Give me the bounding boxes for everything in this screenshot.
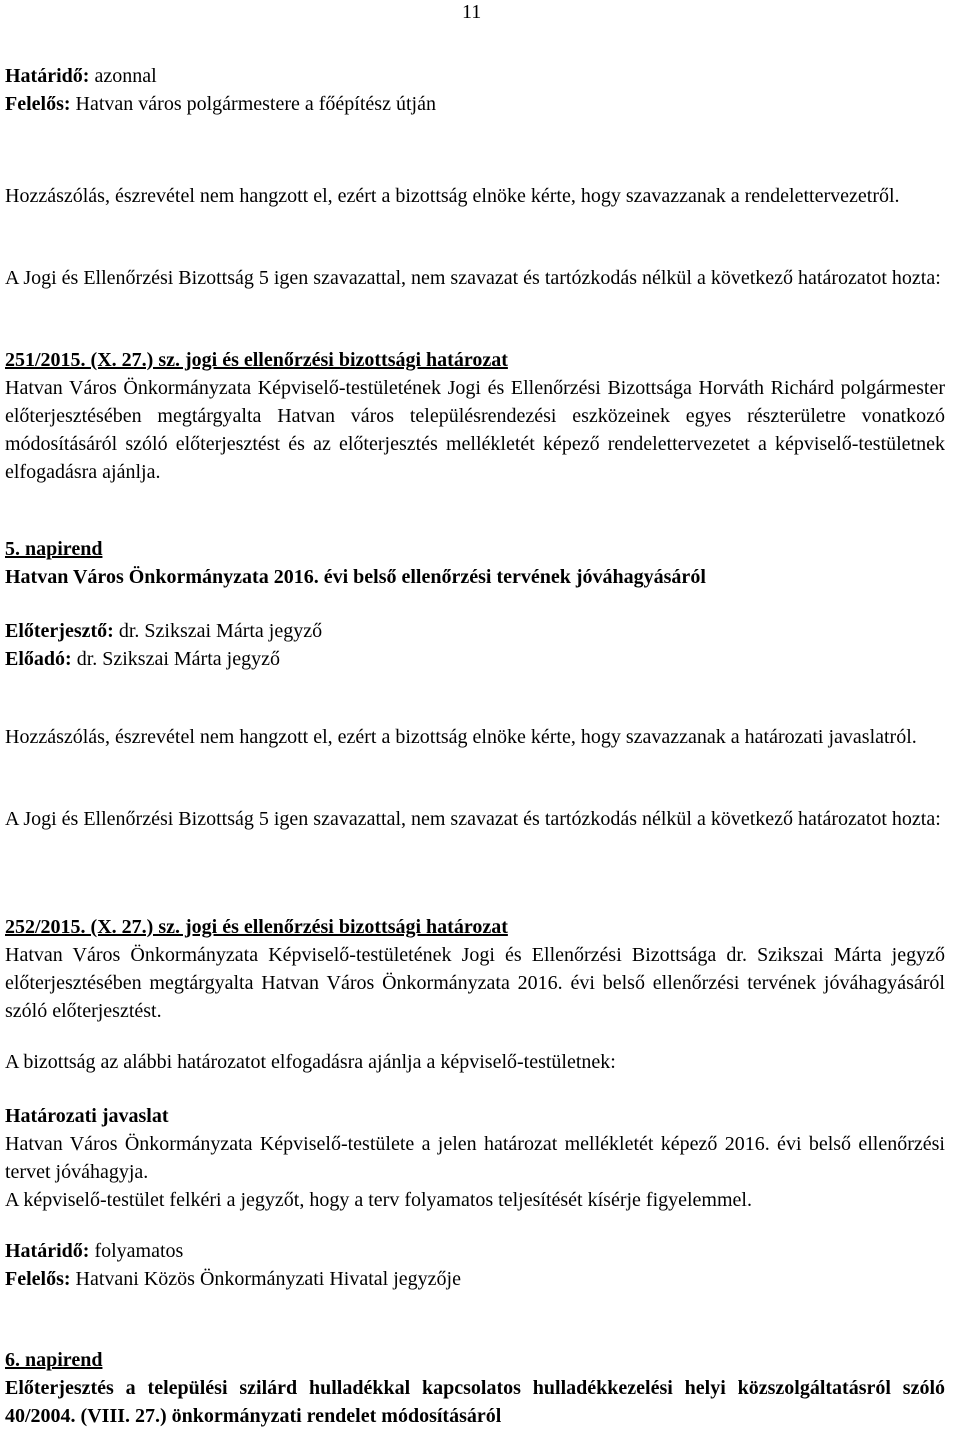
comment-paragraph-2: Hozzászólás, észrevétel nem hangzott el, ezért a bizottság elnöke kérte, hogy szavazzanak a határozati javaslatról.	[5, 726, 917, 748]
resolution-251	[5, 346, 945, 486]
vote-paragraph-1: A Jogi és Ellenőrzési Bizottság 5 igen szavazattal, nem szavazat és tartózkodás nélkül a következő határozatot hozta:	[5, 267, 941, 289]
agenda-item-6	[5, 1346, 945, 1430]
submitter-value: dr. Szikszai Márta jegyző	[113, 620, 323, 642]
submitter-label: Előterjesztő:	[5, 620, 114, 642]
draft-resolution	[5, 1102, 945, 1214]
presenter-label: Előadó:	[5, 648, 72, 670]
draft-resolution-body-1: Hatvan Város Önkormányzata Képviselő-testülete a jelen határozat mellékletét képező 2016. évi belső ellenőrzési tervet jóváhagyja.	[5, 1133, 945, 1183]
resolution-252-body: Hatvan Város Önkormányzata Képviselő-testületének Jogi és Ellenőrzési Bizottsága dr. Szikszai Márta jegyző előterjesztésében megtárgyalta Hatvan Város Önkormányzata 2016. évi belső ellenőrzési tervének jóváhagyásáról szóló előterjesztést.	[5, 944, 945, 1022]
draft-resolution-body-2: A képviselő-testület felkéri a jegyzőt, hogy a terv folyamatos teljesítését kísérje figyelemmel.	[5, 1189, 752, 1211]
comment-paragraph-1: Hozzászólás, észrevétel nem hangzott el, ezért a bizottság elnöke kérte, hogy szavazzanak a rendelettervezetről.	[5, 185, 900, 207]
deadline-block-1	[5, 62, 945, 118]
resolution-252-heading: 252/2015. (X. 27.) sz. jogi és ellenőrzési bizottsági határozat	[5, 916, 508, 938]
agenda-5-number: 5. napirend	[5, 538, 103, 560]
agenda-6-number: 6. napirend	[5, 1349, 103, 1371]
agenda-item-5	[5, 535, 945, 591]
presenter-value: dr. Szikszai Márta jegyző	[71, 648, 280, 670]
draft-resolution-heading: Határozati javaslat	[5, 1105, 169, 1127]
deadline-block-2	[5, 1237, 945, 1293]
agenda-6-title: Előterjesztés a települési szilárd hulladékkal kapcsolatos hulladékkezelési helyi közszolgáltatásról szóló 40/2004. (VIII. 27.) önkormányzati rendelet módosításáról	[5, 1377, 945, 1427]
presenter-block	[5, 617, 945, 673]
responsible-label: Felelős:	[5, 93, 71, 115]
responsible-value: Hatvan város polgármestere a főépítész útján	[70, 93, 436, 115]
responsible-label-2: Felelős:	[5, 1268, 71, 1290]
deadline-value-2: folyamatos	[89, 1240, 184, 1262]
deadline-label: Határidő:	[5, 65, 90, 87]
resolution-252	[5, 913, 945, 1025]
agenda-5-title: Hatvan Város Önkormányzata 2016. évi belső ellenőrzési tervének jóváhagyásáról	[5, 566, 706, 588]
responsible-value-2: Hatvani Közös Önkormányzati Hivatal jegyzője	[70, 1268, 461, 1290]
deadline-label-2: Határidő:	[5, 1240, 90, 1262]
vote-paragraph-2: A Jogi és Ellenőrzési Bizottság 5 igen szavazattal, nem szavazat és tartózkodás nélkül a következő határozatot hozta:	[5, 808, 941, 830]
recommendation-paragraph: A bizottság az alábbi határozatot elfogadásra ajánlja a képviselő-testületnek:	[5, 1051, 616, 1073]
deadline-value: azonnal	[89, 65, 157, 87]
resolution-251-heading: 251/2015. (X. 27.) sz. jogi és ellenőrzési bizottsági határozat	[5, 349, 508, 371]
page-number: 11	[462, 1, 482, 23]
resolution-251-body: Hatvan Város Önkormányzata Képviselő-testületének Jogi és Ellenőrzési Bizottsága Horváth Richárd polgármester előterjesztésében megtárgyalta Hatvan város településrendezési eszközeinek egyes részterületre vonatkozó módosításáról szóló előterjesztést és az előterjesztés mellékletét képező rendelettervezetet a képviselő-testületnek elfogadásra ajánlja.	[5, 377, 945, 483]
